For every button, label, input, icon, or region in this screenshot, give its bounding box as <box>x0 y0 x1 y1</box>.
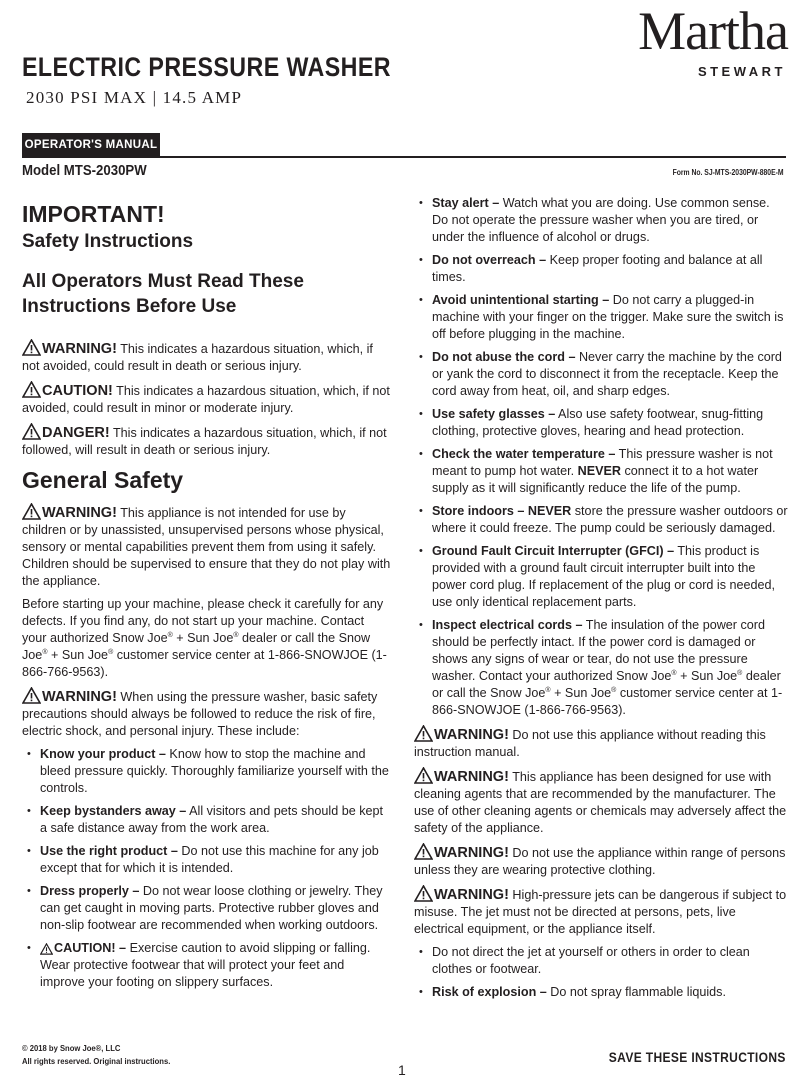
left-bullet-list <box>22 746 392 991</box>
signal-word: DANGER! <box>42 425 110 441</box>
warning-text: Do not use this appliance without reading this instruction manual. <box>414 728 766 759</box>
warning-triangle-icon <box>22 381 41 398</box>
list-item: • Do not direct the jet at yourself or others in order to clean clothes or footwear. <box>414 944 788 978</box>
right-column <box>414 195 788 1007</box>
list-item: • Stay alert – Watch what you are doing. Use common sense. Do not operate the pressure washer when you are tired, or under the influence of alcohol or drugs. <box>414 195 788 246</box>
signal-word-text: This indicates a hazardous situation, which, if not avoided, could result in death or serious injury. <box>22 342 373 373</box>
list-item: • Do not overreach – Keep proper footing and balance at all times. <box>414 252 788 286</box>
header-rule <box>22 156 786 158</box>
document-title: ELECTRIC PRESSURE WASHER <box>22 52 391 82</box>
document-subtitle: 2030 PSI MAX | 14.5 AMP <box>26 88 243 107</box>
list-item: • Know your product – Know how to stop the machine and bleed pressure quickly. Thoroughly familiarize yourself with the controls. <box>22 746 392 797</box>
warning-triangle-icon <box>22 687 41 704</box>
signal-word: WARNING! <box>434 845 509 861</box>
list-item: • Inspect electrical cords – The insulation of the power cord should be perfectly intact. If the power cord is damaged or shows any signs of wear or tear, do not use the pressure washer. Contact your authorized Snow Joe® + Sun Joe® dealer or call the Snow Joe® + Sun Joe® customer service center at 1-866-SNOWJOE (1-866-766-9563). <box>414 617 788 719</box>
right-final-bullet-list <box>414 944 788 1001</box>
all-operators-heading: All Operators Must Read These Instructions Before Use <box>22 271 304 317</box>
right-bullet-list <box>414 195 788 719</box>
important-heading: IMPORTANT! <box>22 201 165 227</box>
list-item: • Store indoors – NEVER store the pressure washer outdoors or where it could freeze. The pump could be seriously damaged. <box>414 503 788 537</box>
page-number: 1 <box>398 1062 406 1078</box>
list-item: • Check the water temperature – This pressure washer is not meant to pump hot water. NEVER connect it to a hot water supply as it will significantly reduce the life of the pump. <box>414 446 788 497</box>
left-column <box>22 199 392 997</box>
list-item: • Do not abuse the cord – Never carry the machine by the cord or yank the cord to disconnect it from the receptacle. Keep the cord away from heat, oil, and sharp edges. <box>414 349 788 400</box>
signal-word-text: This indicates a hazardous situation, which, if not followed, will result in death or serious injury. <box>22 426 387 457</box>
warning-text: This appliance is not intended for use by children or by unassisted, unsupervised persons whose physical, sensory or mental capabilities prevent them from using it safely. Children should be supervised to ensure that they do not play with the appliance. <box>22 506 391 588</box>
brand-logo-name: Martha <box>638 1 788 61</box>
list-item: • Avoid unintentional starting – Do not carry a plugged-in machine with your finger on the trigger. Make sure the switch is off before plugging in the machine. <box>414 292 788 343</box>
signal-word: WARNING! <box>434 727 509 743</box>
brand-logo-sub: STEWART <box>697 64 786 79</box>
warning-triangle-icon <box>414 843 433 860</box>
list-item: • Ground Fault Circuit Interrupter (GFCI) – This product is provided with a ground fault circuit interrupter built into the power cord plug. If replacement of the plug or cord is needed, use only identical replacement parts. <box>414 543 788 611</box>
warning-triangle-icon <box>414 885 433 902</box>
warning-text: Do not use the appliance within range of persons unless they are wearing protective clothing. <box>414 846 786 877</box>
warning-basic-precautions <box>22 687 392 740</box>
save-instructions: SAVE THESE INSTRUCTIONS <box>609 1049 786 1065</box>
list-item: • Keep bystanders away – All visitors and pets should be kept a safe distance away from the work area. <box>22 803 392 837</box>
warning-high-pressure <box>414 885 788 938</box>
signal-word: WARNING! <box>434 769 509 785</box>
warning-triangle-icon <box>22 503 41 520</box>
form-number: Form No. SJ-MTS-2030PW-880E-M <box>673 168 784 177</box>
signal-word: CAUTION! <box>42 383 113 399</box>
signal-word-text: This indicates a hazardous situation, which, if not avoided, could result in minor or moderate injury. <box>22 384 390 415</box>
copyright-notice: © 2018 by Snow Joe®, LLC All rights reserved. Original instructions. <box>22 1043 171 1066</box>
warning-cleaning-agents <box>414 767 788 837</box>
signal-word-caution <box>22 381 392 417</box>
signal-word: WARNING! <box>42 505 117 521</box>
warning-text: When using the pressure washer, basic safety precautions should always be followed to reduce the risk of fire, electric shock, and personal injury. These include: <box>22 690 378 738</box>
list-item: • Risk of explosion – Do not spray flammable liquids. <box>414 984 788 1001</box>
warning-triangle-icon <box>22 339 41 356</box>
list-item: • Use safety glasses – Also use safety footwear, snug-fitting clothing, protective gloves, hearing and head protection. <box>414 406 788 440</box>
warning-children <box>22 503 392 590</box>
signal-word: WARNING! <box>42 341 117 357</box>
warning-protective-clothing <box>414 843 788 879</box>
warning-text: This appliance has been designed for use with cleaning agents that are recommended by the manufacturer. The use of other cleaning agents or chemicals may adversely affect the safety of the appliance. <box>414 770 787 835</box>
model-number: Model MTS-2030PW <box>22 162 147 179</box>
warning-triangle-icon <box>414 767 433 784</box>
warning-triangle-icon <box>22 423 41 440</box>
warning-text: High-pressure jets can be dangerous if subject to misuse. The jet must not be directed at persons, pets, live electrical equipment, or the appliance itself. <box>414 888 787 936</box>
safety-instructions-heading: Safety Instructions <box>22 231 194 252</box>
list-item: • Use the right product – Do not use this machine for any job except that for which it is intended. <box>22 843 392 877</box>
list-item: • Dress properly – Do not wear loose clothing or jewelry. They can get caught in moving parts. Protective rubber gloves and non-slip footwear are recommended when working outdoors. <box>22 883 392 934</box>
operators-manual-tab: OPERATOR'S MANUAL <box>22 133 160 156</box>
signal-word-danger <box>22 423 392 459</box>
warning-triangle-icon <box>40 943 53 955</box>
signal-word-warning <box>22 339 392 375</box>
warning-read-manual <box>414 725 788 761</box>
signal-word: WARNING! <box>434 887 509 903</box>
signal-word: WARNING! <box>42 689 117 705</box>
warning-triangle-icon <box>414 725 433 742</box>
list-item: • CAUTION! – Exercise caution to avoid slipping or falling. Wear protective footwear that will protect your feet and improve your footing on slippery surfaces. <box>22 940 392 991</box>
general-safety-heading: General Safety <box>22 467 184 493</box>
before-starting-paragraph: Before starting up your machine, please check it carefully for any defects. If you find any, do not start up your machine. Contact your authorized Snow Joe® + Sun Joe® dealer or call the Snow Joe® + Sun Joe® customer service center at 1-866-SNOWJOE (1-866-766-9563). <box>22 597 387 679</box>
